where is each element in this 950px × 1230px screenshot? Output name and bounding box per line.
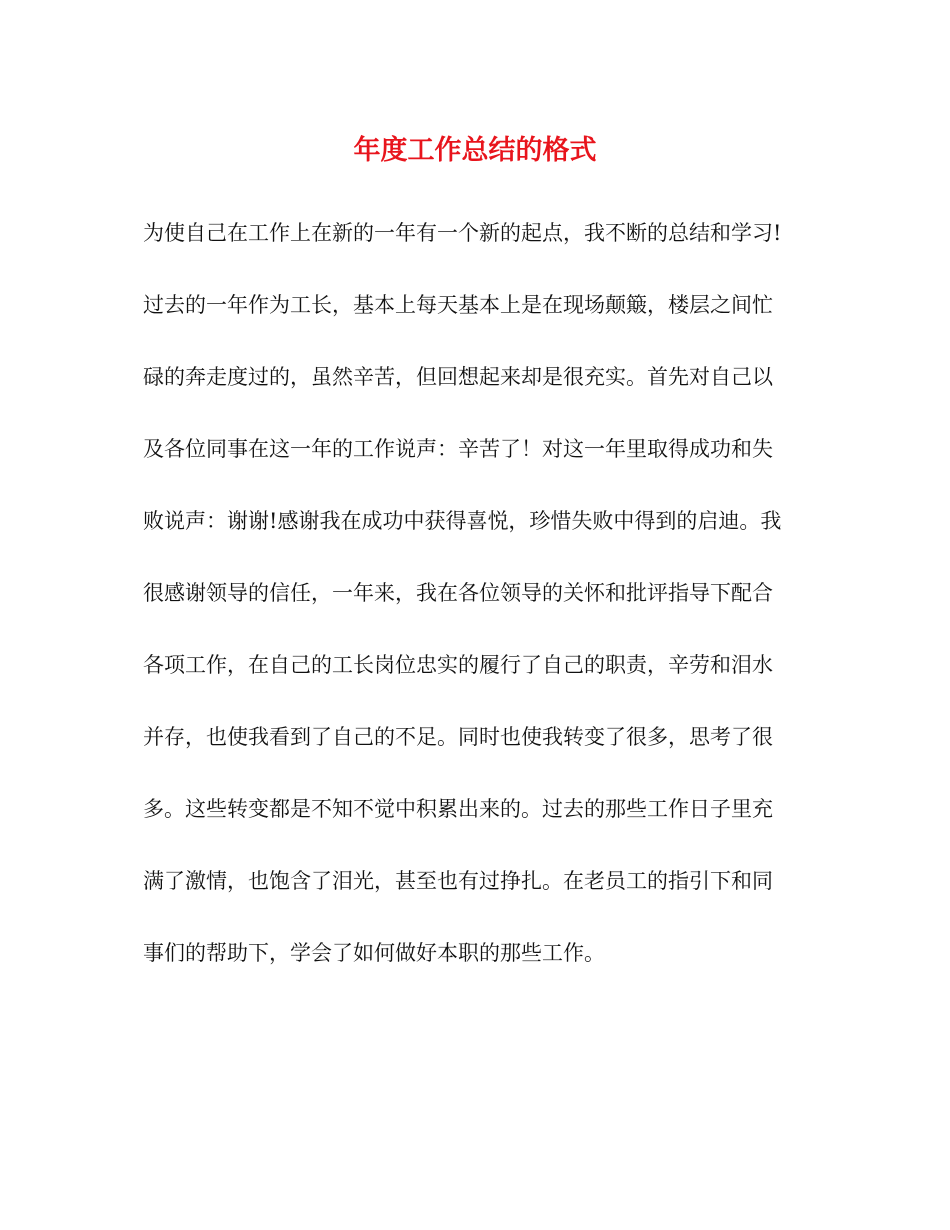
body-line: 很感谢领导的信任，一年来，我在各位领导的关怀和批评指导下配合 xyxy=(143,581,773,605)
body-line: 败说声：谢谢!感谢我在成功中获得喜悦，珍惜失败中得到的启迪。我 xyxy=(143,509,782,533)
body-line: 为使自己在工作上在新的一年有一个新的起点，我不断的总结和学习! xyxy=(143,221,782,245)
document-body xyxy=(143,210,807,1002)
body-line: 满了激情，也饱含了泪光，甚至也有过挣扎。在老员工的指引下和同 xyxy=(143,869,773,893)
body-line: 多。这些转变都是不知不觉中积累出来的。过去的那些工作日子里充 xyxy=(143,797,773,821)
body-line: 过去的一年作为工长，基本上每天基本上是在现场颠簸，楼层之间忙 xyxy=(143,293,773,317)
body-line: 事们的帮助下，学会了如何做好本职的那些工作。 xyxy=(143,941,605,965)
body-line: 及各位同事在这一年的工作说声：辛苦了！对这一年里取得成功和失 xyxy=(143,437,773,461)
body-line: 碌的奔走度过的，虽然辛苦，但回想起来却是很充实。首先对自己以 xyxy=(143,365,773,389)
body-line: 并存，也使我看到了自己的不足。同时也使我转变了很多，思考了很 xyxy=(143,725,773,749)
document-title: 年度工作总结的格式 xyxy=(353,135,597,166)
body-line: 各项工作，在自己的工长岗位忠实的履行了自己的职责，辛劳和泪水 xyxy=(143,653,773,677)
